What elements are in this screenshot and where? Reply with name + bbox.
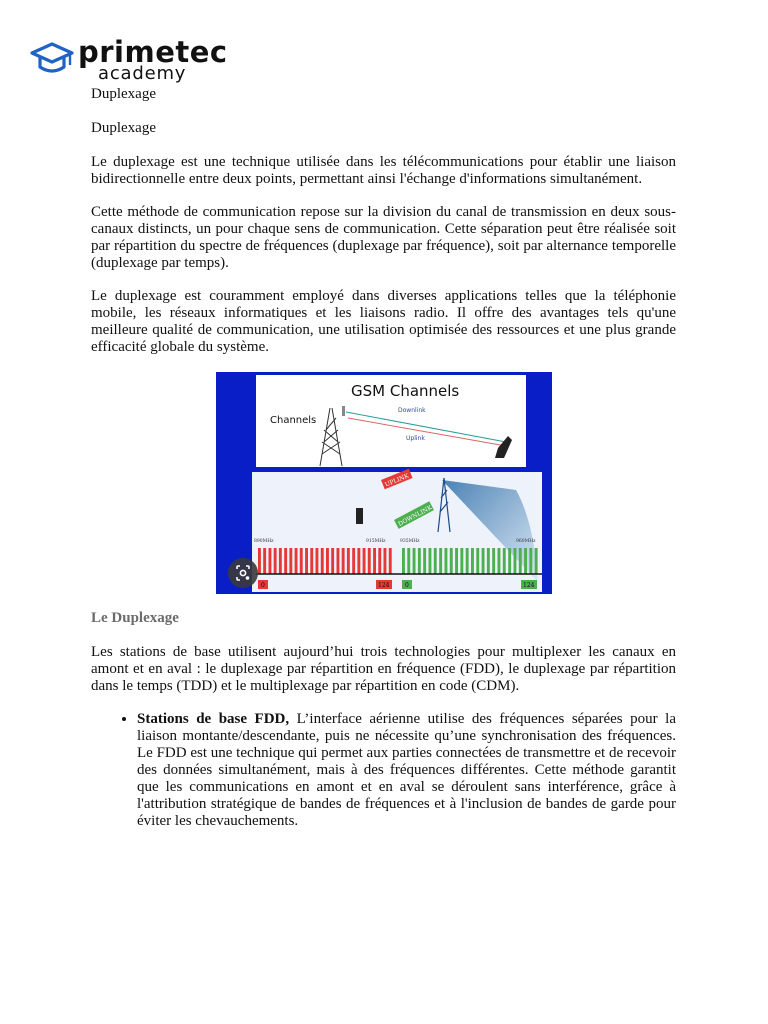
uplink-channel-bar <box>384 548 387 574</box>
uplink-channel-bar <box>284 548 287 574</box>
ch-start-downlink: 0 <box>405 582 409 589</box>
channels-label: Channels <box>270 415 317 426</box>
uplink-channel-bar <box>368 548 371 574</box>
bullet-fdd <box>137 711 676 830</box>
graduation-cap-icon <box>30 40 74 80</box>
downlink-channel-bar <box>503 548 506 574</box>
downlink-channel-bar <box>407 548 410 574</box>
uplink-channel-bar <box>274 548 277 574</box>
paragraph-applications: Le duplexage est couramment employé dans diverses applications telles que la téléphonie mobile, les réseaux informatiques et les liaisons radio. Il offre des avantages tels qu'une meilleure qualité de communication, une utilisation optimisée des ressources et une plus grande efficacité globale du système. <box>91 288 676 355</box>
uplink-channel-bar <box>269 548 272 574</box>
downlink-channel-bar <box>529 548 532 574</box>
uplink-channel-bar <box>326 548 329 574</box>
downlink-channel-bar <box>524 548 527 574</box>
uplink-channel-bar <box>295 548 298 574</box>
figure-title: GSM Channels <box>351 382 460 400</box>
primetec-logo <box>30 35 230 84</box>
logo-secondary-word: academy <box>98 63 187 84</box>
ch-end-uplink: 124 <box>378 582 390 589</box>
downlink-channel-bar <box>466 548 469 574</box>
downlink-channel-bar <box>476 548 479 574</box>
freq-label-1: 890MHz <box>254 539 274 544</box>
downlink-channel-bar <box>519 548 522 574</box>
downlink-channel-bar <box>487 548 490 574</box>
freq-label-4: 960MHz <box>516 539 536 544</box>
uplink-channel-bar <box>389 548 392 574</box>
freq-label-2: 915MHz <box>366 539 386 544</box>
document-body <box>91 86 676 830</box>
gsm-channels-figure <box>216 372 552 594</box>
downlink-channel-bar <box>439 548 442 574</box>
downlink-channel-bar <box>514 548 517 574</box>
downlink-channel-bar <box>492 548 495 574</box>
downlink-channel-bar <box>498 548 501 574</box>
downlink-tag-label: DOWNLINK <box>397 504 434 528</box>
paragraph-method: Cette méthode de communication repose sur la division du canal de transmission en deux sous-canaux distincts, un pour chaque sens de communication. Cette séparation peut être réalisée soit par répartition du spectre de fréquences (duplexage par fréquence), soit par alternance temporelle (duplexage par temps). <box>91 204 676 271</box>
uplink-channel-bar <box>289 548 292 574</box>
uplink-channel-bar <box>342 548 345 574</box>
downlink-channel-bar <box>455 548 458 574</box>
downlink-channel-bar <box>460 548 463 574</box>
uplink-channel-bar <box>373 548 376 574</box>
uplink-channel-bar <box>357 548 360 574</box>
downlink-channel-bar <box>508 548 511 574</box>
uplink-channel-bar <box>316 548 319 574</box>
uplink-channel-bar <box>305 548 308 574</box>
bullet-list <box>91 711 676 830</box>
downlink-channel-bar <box>471 548 474 574</box>
uplink-channel-bar <box>331 548 334 574</box>
uplink-tag-label: UPLINK <box>383 472 410 489</box>
uplink-channel-bar <box>321 548 324 574</box>
uplink-channel-bar <box>258 548 261 574</box>
document-subtitle: Duplexage <box>91 120 156 136</box>
lens-button-background <box>228 558 258 588</box>
section-paragraph: Les stations de base utilisent aujourd’hui trois technologies pour multiplexer les canaux en amont et en aval : le duplexage par répartition en fréquence (FDD), le duplexage par répartition dans le temps (TDD) et le multiplexage par répartition en code (CDM). <box>91 644 676 694</box>
downlink-channel-bar <box>418 548 421 574</box>
bullet-fdd-text: L’interface aérienne utilise des fréquences séparées pour la liaison montante/descendante, puis ne nécessite qu’une synchronisation des fréquences. Le FDD est une technique qui permet aux parties connectées de transmettre et de recevoir des données simultanément, mais à des fréquences différentes. Cette méthode garantit que les communications en amont et en aval se déroulent sans interférence, grâce à l'attribution stratégique de bandes de fréquences et à l'inclusion de bandes de garde pour éviter les chevauchements. <box>137 711 676 829</box>
uplink-channel-bar <box>347 548 350 574</box>
handset-icon <box>356 508 363 524</box>
bullet-fdd-bold: Stations de base FDD, <box>137 711 290 727</box>
downlink-channel-bar <box>535 548 538 574</box>
uplink-channel-bar <box>300 548 303 574</box>
downlink-channel-bar <box>445 548 448 574</box>
ch-start-uplink: 0 <box>261 582 265 589</box>
ch-end-downlink: 124 <box>523 582 535 589</box>
downlink-channel-bar <box>413 548 416 574</box>
freq-label-3: 935MHz <box>400 539 420 544</box>
paragraph-intro: Le duplexage est une technique utilisée dans les télécommunications pour établir une liaison bidirectionnelle entre deux points, permettant ainsi l'échange d'informations simultanément. <box>91 154 676 187</box>
downlink-channel-bar <box>423 548 426 574</box>
downlink-channel-bar <box>402 548 405 574</box>
logo-primary-word: primetec <box>78 35 228 69</box>
uplink-channel-bar <box>310 548 313 574</box>
uplink-channel-bar <box>363 548 366 574</box>
downlink-channel-bar <box>434 548 437 574</box>
uplink-channel-bar <box>263 548 266 574</box>
uplink-channel-bar <box>378 548 381 574</box>
document-title: Duplexage <box>91 86 156 102</box>
uplink-channel-bar <box>352 548 355 574</box>
downlink-channel-bar <box>429 548 432 574</box>
downlink-channel-bar <box>482 548 485 574</box>
downlink-small-label: Downlink <box>398 407 426 414</box>
uplink-channel-bar <box>337 548 340 574</box>
downlink-channel-bar <box>450 548 453 574</box>
section-heading: Le Duplexage <box>91 610 179 626</box>
uplink-small-label: Uplink <box>406 435 425 442</box>
uplink-channel-bar <box>279 548 282 574</box>
